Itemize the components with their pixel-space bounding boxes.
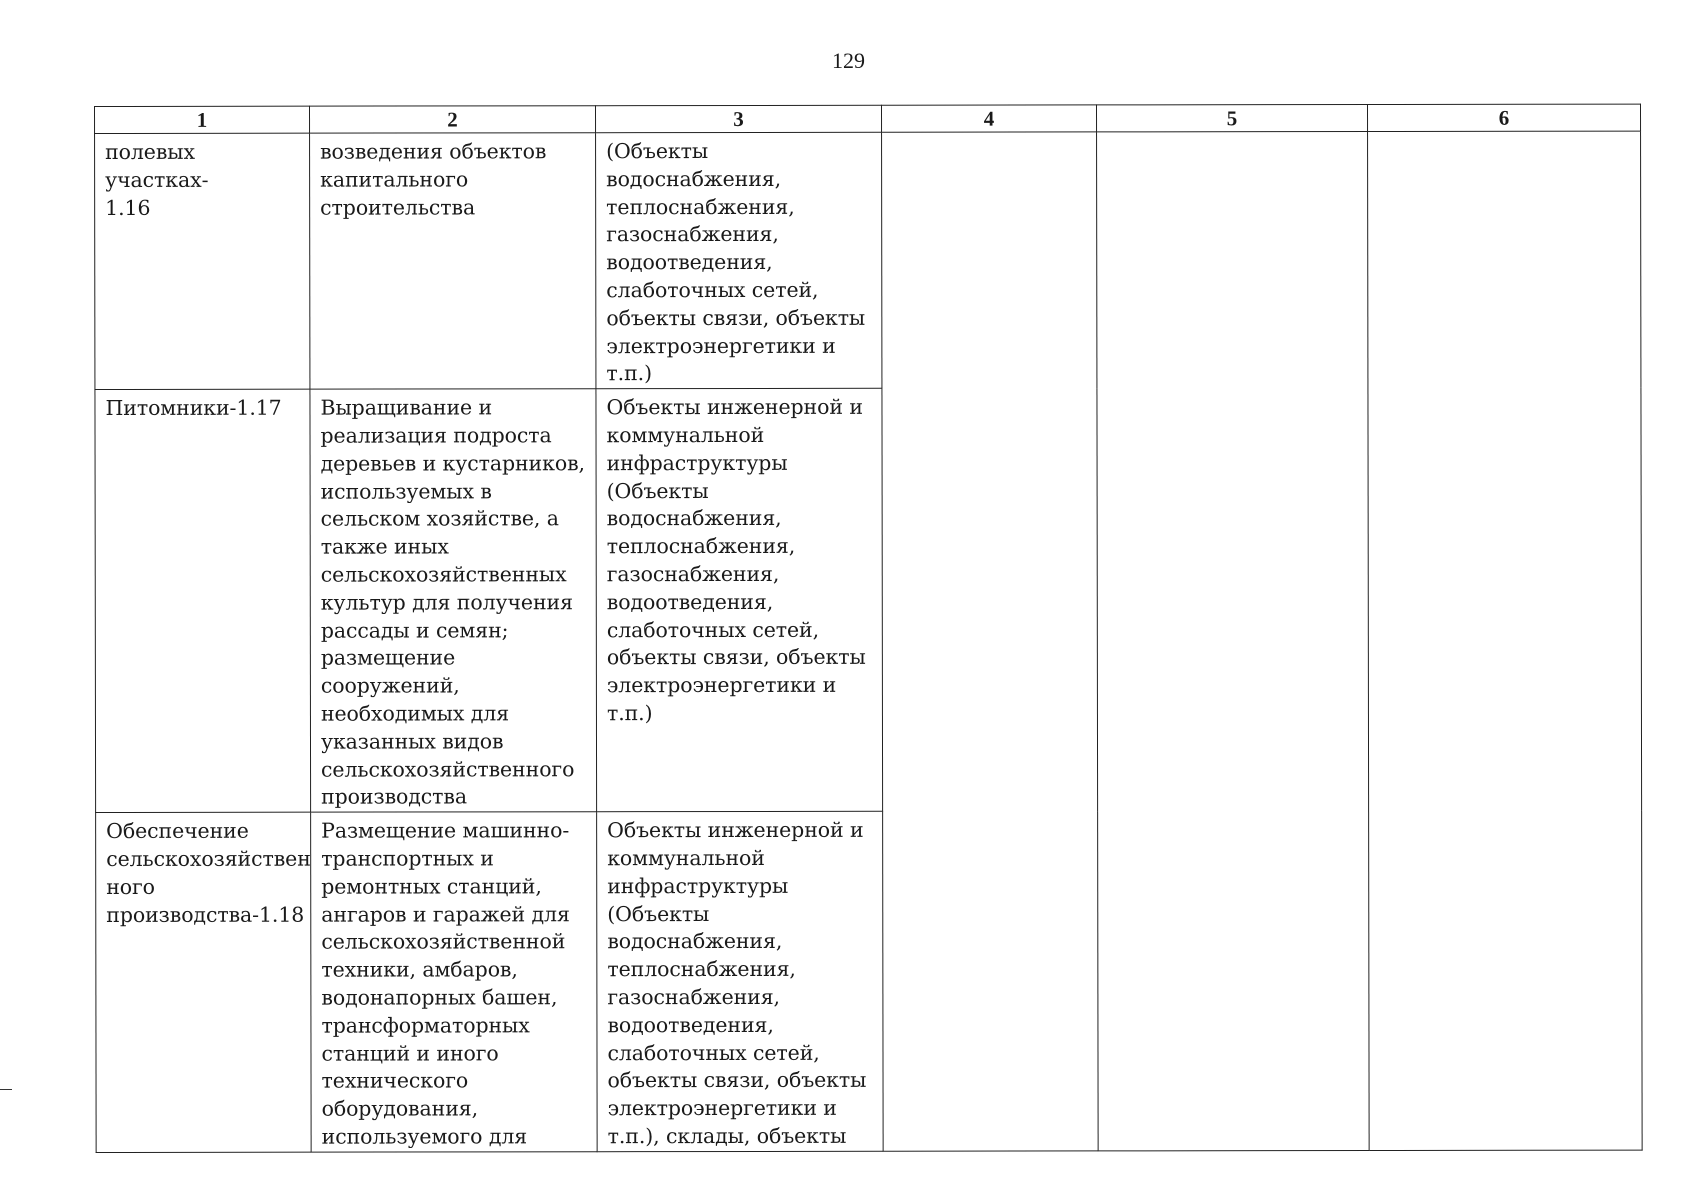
permitted-objects-cell: Объекты инженерной и коммунальной инфраструктуры (Объекты водоснабжения, теплоснабжения, газоснабжения, водоотведения, слаботочных сетей, объекты связи, объекты электроэнергетики и т.п.): [596, 388, 883, 811]
column-6-cell: [1368, 131, 1641, 388]
column-header-6: 6: [1367, 104, 1640, 131]
land-use-table: [94, 104, 1643, 1153]
page-number: 129: [832, 48, 865, 73]
table-header-row: [95, 104, 1641, 133]
use-type-cell: Обеспечение сельскохозяйствен ного производства-1.18: [96, 812, 312, 1152]
column-4-cell: [882, 132, 1097, 389]
permitted-objects-cell: (Объекты водоснабжения, теплоснабжения, газоснабжения, водоотведения, слаботочных сетей, объекты связи, объекты электроэнергетики и т.п.): [596, 132, 882, 389]
table-row: [95, 387, 1642, 812]
column-header-4: 4: [881, 105, 1096, 132]
use-description-cell: возведения объектов капитального строительства: [310, 133, 596, 390]
column-6-cell: [1369, 810, 1643, 1150]
column-4-cell: [883, 811, 1099, 1151]
column-5-cell: [1097, 131, 1368, 388]
column-5-cell: [1097, 388, 1369, 811]
column-header-3: 3: [596, 105, 882, 132]
column-4-cell: [882, 388, 1098, 811]
use-description-cell: Размещение машинно- транспортных и ремонтных станций, ангаров и гаражей для сельскохозяйственной техники, амбаров, водонапорных башен, трансформаторных станций и иного технического оборудования, используемого для: [311, 812, 598, 1152]
use-description-cell: Выращивание и реализация подроста деревьев и кустарников, используемых в сельском хозяйстве, а также иных сельскохозяйственных культур для получения рассады и семян; размещение сооружений, необходимых для указанных видов сельскохозяйственного производства: [310, 389, 597, 812]
column-header-1: 1: [95, 106, 310, 133]
permitted-objects-cell: Объекты инженерной и коммунальной инфраструктуры (Объекты водоснабжения, теплоснабжения, газоснабжения, водоотведения, слаботочных сетей, объекты связи, объекты электроэнергетики и т.п.), склады, объекты: [597, 811, 884, 1151]
use-type-cell: полевых участках- 1.16: [95, 133, 310, 390]
column-header-5: 5: [1096, 104, 1367, 131]
table-row: [95, 131, 1641, 390]
column-header-2: 2: [310, 106, 596, 133]
use-type-cell: Питомники-1.17: [95, 389, 311, 812]
column-5-cell: [1098, 811, 1370, 1151]
table-row: [96, 810, 1643, 1152]
scan-margin-mark: [0, 1089, 12, 1090]
column-6-cell: [1368, 387, 1642, 810]
